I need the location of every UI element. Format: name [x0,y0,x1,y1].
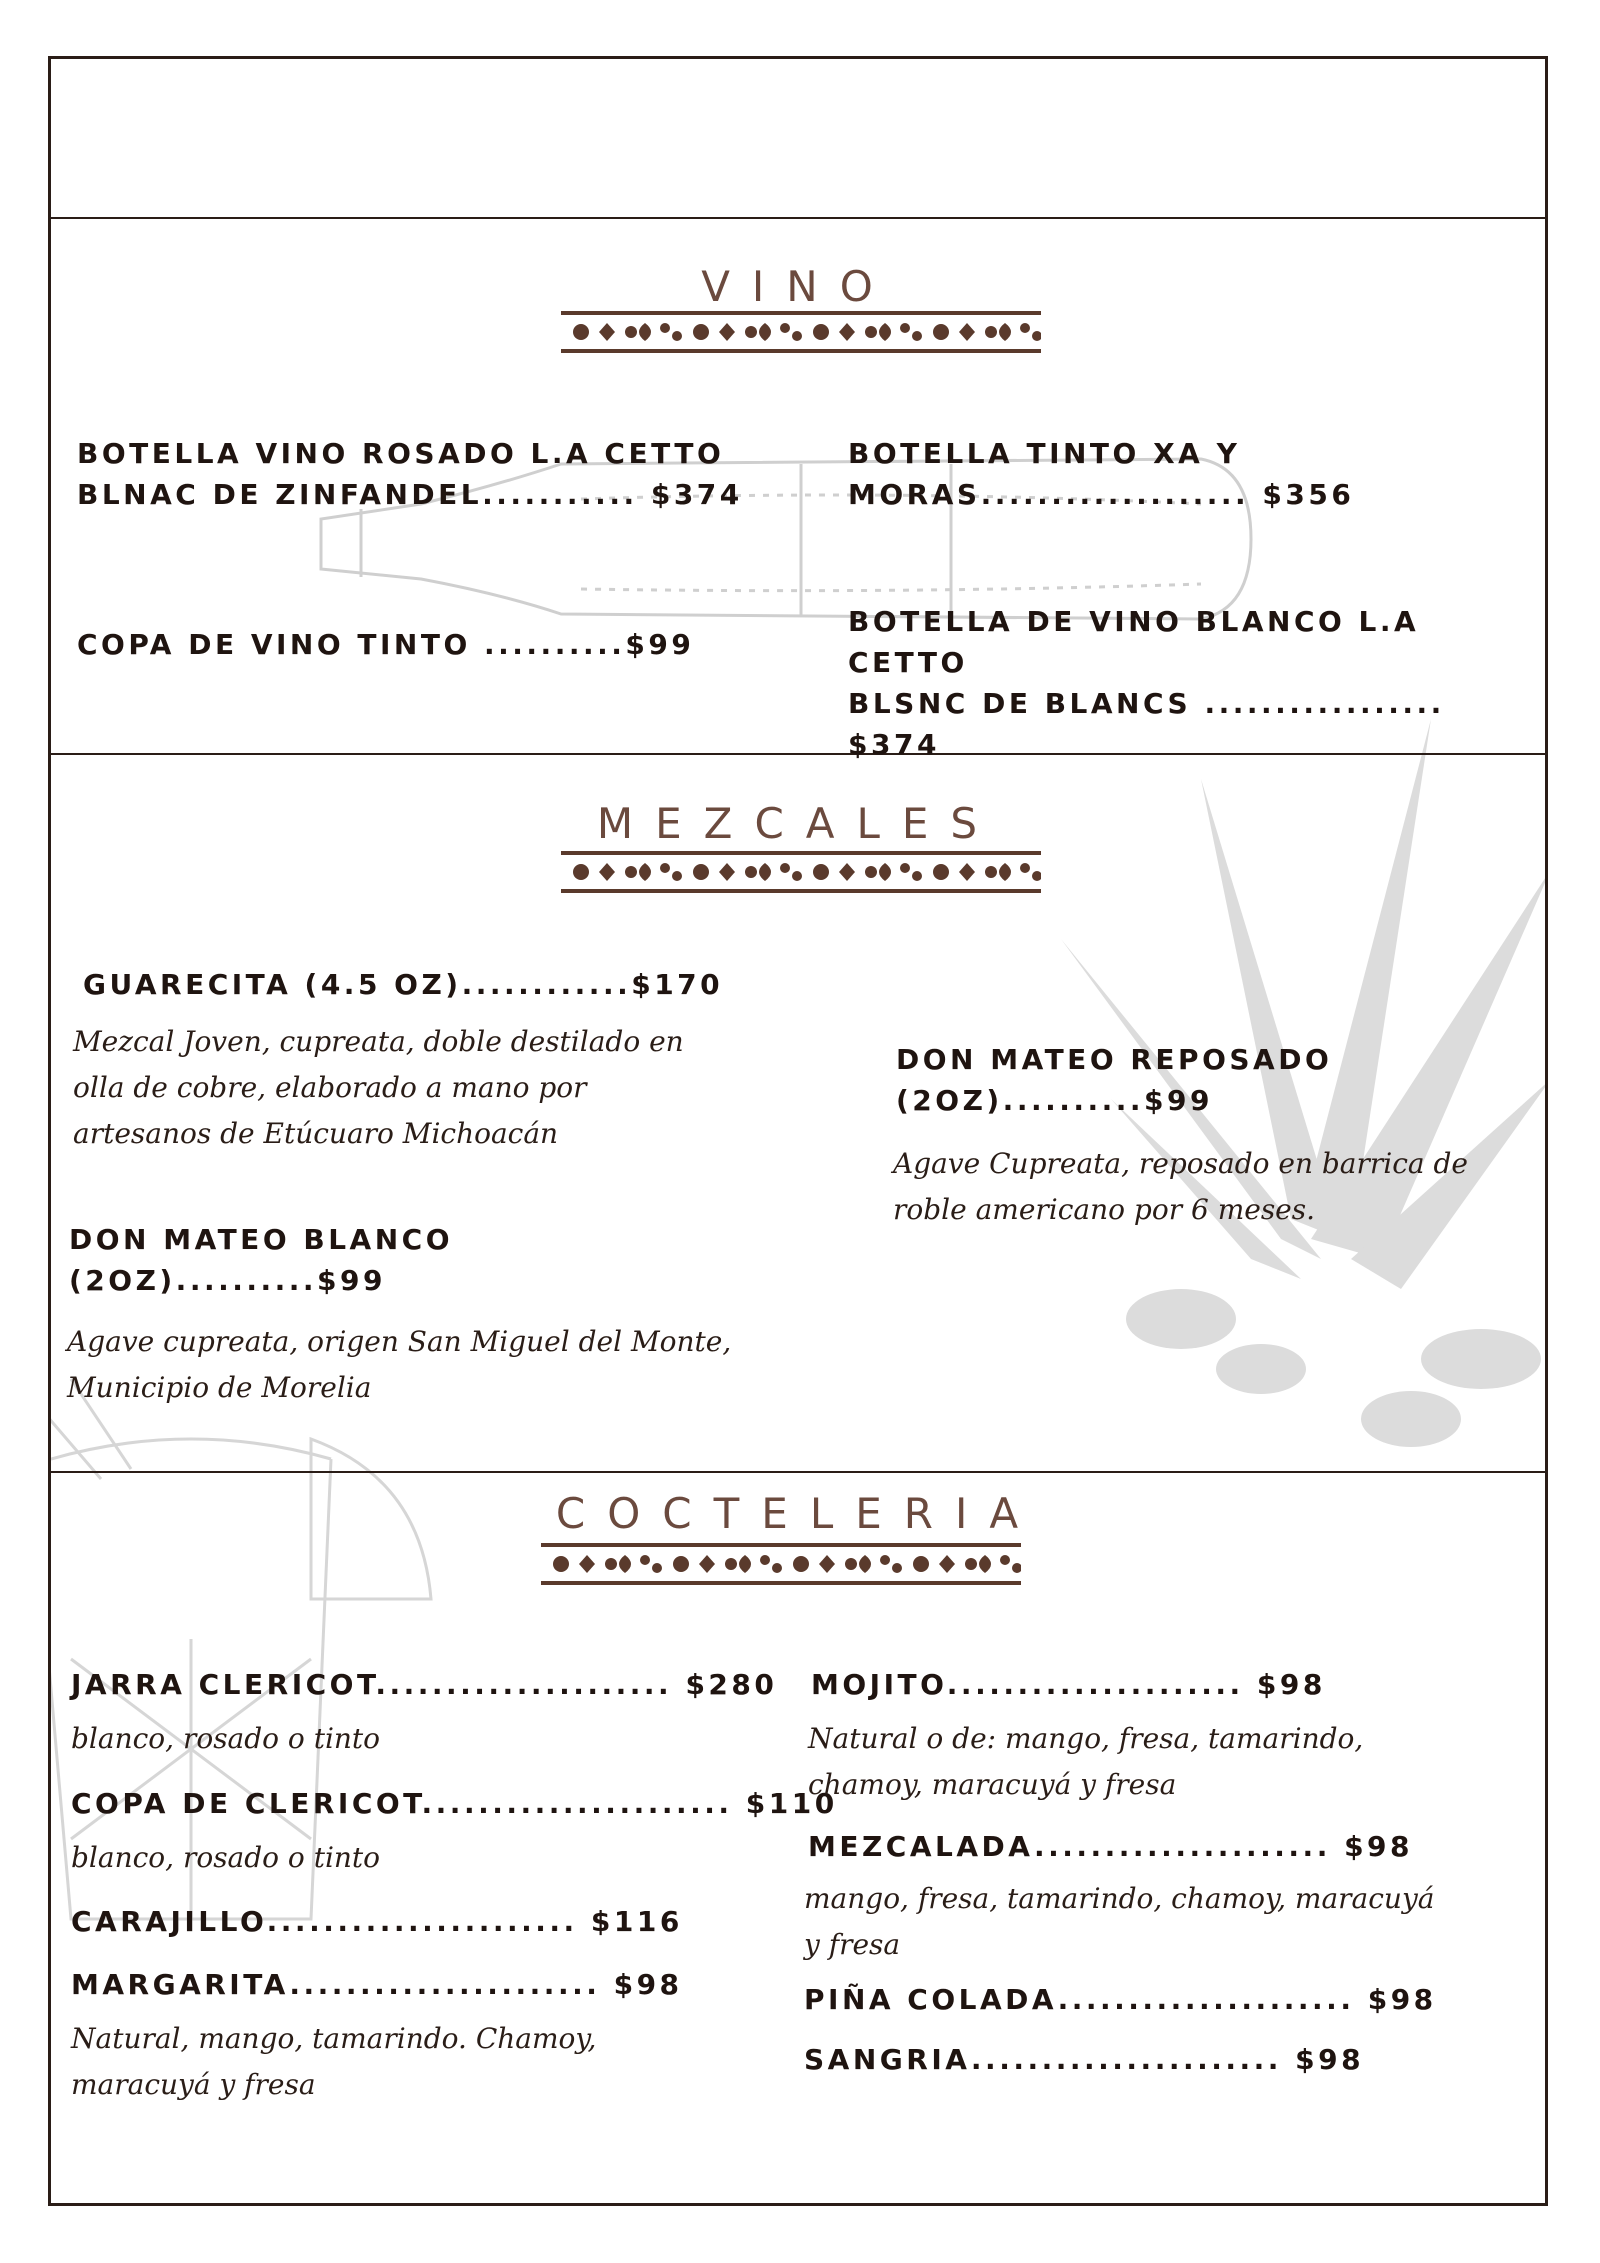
coctel-desc-margarita: Natural, mango, tamarindo. Chamoy, maracuyá y fresa [71,2022,597,2101]
coctel-item-mojito: MOJITO..................... $98 [811,1668,1326,1701]
vino-item-copa-tinto: COPA DE VINO TINTO ..........$99 [77,628,695,661]
mezcal-desc-reposado: Agave Cupreata, reposado en barrica de roble americano por 6 meses. [893,1147,1468,1226]
coctel-desc-mojito: Natural o de: mango, fresa, tamarindo, chamoy, maracuyá y fresa [808,1722,1364,1801]
section-divider-2 [51,1471,1545,1473]
coctel-desc-jarra-clericot: blanco, rosado o tinto [71,1722,381,1755]
coctel-item-margarita: MARGARITA...................... $98 [71,1968,683,2001]
coctel-desc-copa-clericot: blanco, rosado o tinto [71,1841,381,1874]
section-title-mezcales: MEZCALES [596,799,1000,848]
menu-frame [48,56,1548,2206]
coctel-desc-mezcalada: mango, fresa, tamarindo, chamoy, maracuyá y fresa [804,1882,1435,1961]
coctel-item-pina-colada: PIÑA COLADA..................... $98 [804,1983,1437,2016]
vino-item-blanco: BOTELLA DE VINO BLANCO L.A CETTO BLSNC DE BLANCS ................. $374 [848,605,1445,761]
section-title-vino: VINO [701,262,895,311]
section-title-cocteleria: COCTELERIA [555,1489,1041,1538]
ornament-divider-icon [561,311,1041,353]
coctel-item-carajillo: CARAJILLO...................... $116 [71,1905,683,1938]
mezcal-desc-blanco: Agave cupreata, origen San Miguel del Monte, Municipio de Morelia [67,1325,732,1404]
mezcal-desc-guarecita: Mezcal Joven, cupreata, doble destilado en olla de cobre, elaborado a mano por artesanos de Etúcuaro Michoacán [73,1025,684,1150]
ornament-divider-icon [541,1543,1021,1585]
ornament-divider-icon [561,851,1041,893]
vino-item-rosado: BOTELLA VINO ROSADO L.A CETTO BLNAC DE ZINFANDEL........... $374 [77,437,743,511]
mezcal-item-reposado: DON MATEO REPOSADO (2OZ)..........$99 [896,1043,1333,1117]
coctel-item-jarra-clericot: JARRA CLERICOT..................... $280 [71,1668,778,1701]
mezcal-item-blanco: DON MATEO BLANCO (2OZ)..........$99 [69,1223,454,1297]
coctel-item-mezcalada: MEZCALADA..................... $98 [808,1830,1414,1863]
coctel-item-copa-clericot: COPA DE CLERICOT...................... $110 [71,1787,838,1820]
mezcal-item-guarecita: GUARECITA (4.5 OZ)............$170 [83,968,724,1001]
coctel-item-sangria: SANGRIA...................... $98 [804,2043,1365,2076]
vino-item-tinto-xa: BOTELLA TINTO XA Y MORAS................... $356 [848,437,1355,511]
header-divider [51,217,1545,219]
